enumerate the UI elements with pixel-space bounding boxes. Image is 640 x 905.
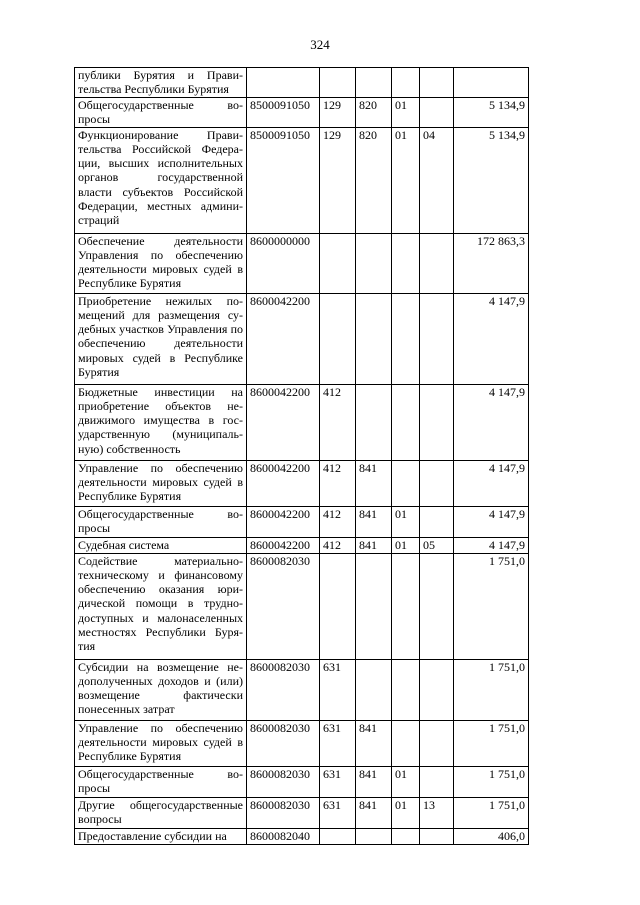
- row-rz: [392, 659, 420, 720]
- table-row: [75, 537, 529, 553]
- row-amount: 406,0: [454, 828, 529, 844]
- row-name: Общегосударственные во-просы: [75, 506, 247, 537]
- row-vr: [320, 553, 356, 659]
- row-vr: 412: [320, 460, 356, 506]
- row-amount: 4 147,9: [454, 384, 529, 460]
- row-amount: 4 147,9: [454, 460, 529, 506]
- row-rz: [392, 460, 420, 506]
- row-code: 8600042200: [247, 506, 320, 537]
- page-number: 324: [310, 37, 330, 52]
- row-vr: 631: [320, 766, 356, 797]
- row-gr: [356, 659, 392, 720]
- table-row: [75, 68, 529, 98]
- row-vr: 412: [320, 537, 356, 553]
- row-gr: 841: [356, 766, 392, 797]
- row-pr: [420, 293, 454, 384]
- row-amount: 1 751,0: [454, 720, 529, 766]
- row-code: 8600042200: [247, 384, 320, 460]
- row-rz: [392, 720, 420, 766]
- row-rz: 01: [392, 766, 420, 797]
- row-code: 8600082030: [247, 766, 320, 797]
- row-code: 8600082030: [247, 720, 320, 766]
- row-vr: [320, 233, 356, 293]
- row-vr: 631: [320, 720, 356, 766]
- row-pr: [420, 553, 454, 659]
- row-pr: [420, 68, 454, 98]
- table-row: [75, 293, 529, 384]
- row-vr: 412: [320, 506, 356, 537]
- row-rz: [392, 384, 420, 460]
- row-gr: 820: [356, 97, 392, 127]
- row-rz: [392, 233, 420, 293]
- row-rz: [392, 553, 420, 659]
- row-vr: 631: [320, 797, 356, 828]
- row-name: Субсидии на возмещение не-дополученных доходов и (или) возмещение фактически понесенных затрат: [75, 659, 247, 720]
- table-row: [75, 384, 529, 460]
- row-gr: [356, 553, 392, 659]
- row-name: публики Бурятия и Прави-тельства Республики Бурятия: [75, 68, 247, 98]
- row-name: Бюджетные инвестиции на приобретение объектов не-движимого имущества в гос-ударственную (муниципаль-ную) собственность: [75, 384, 247, 460]
- row-rz: 01: [392, 97, 420, 127]
- row-vr: [320, 68, 356, 98]
- row-rz: 01: [392, 537, 420, 553]
- row-amount: 4 147,9: [454, 293, 529, 384]
- table-row: [75, 720, 529, 766]
- row-gr: 841: [356, 797, 392, 828]
- row-name: Управление по обеспечению деятельности мировых судей в Республике Бурятия: [75, 720, 247, 766]
- row-gr: 841: [356, 537, 392, 553]
- row-name: Общегосударственные во-просы: [75, 97, 247, 127]
- row-rz: 01: [392, 506, 420, 537]
- row-pr: 05: [420, 537, 454, 553]
- row-gr: [356, 293, 392, 384]
- table-row: [75, 766, 529, 797]
- table-row: [75, 506, 529, 537]
- row-code: [247, 68, 320, 98]
- row-rz: [392, 293, 420, 384]
- row-name: Содействие материально-техническому и финансовому обеспечению оказания юри-дической помощи в трудно-доступных и малонаселенных местностях Республики Буря-тия: [75, 553, 247, 659]
- row-code: 8600082030: [247, 659, 320, 720]
- row-name: Приобретение нежилых по-мещений для размещения су-дебных участков Управления по обеспечению деятельности мировых судей в Республике Бурятия: [75, 293, 247, 384]
- row-vr: 631: [320, 659, 356, 720]
- row-vr: 129: [320, 127, 356, 233]
- row-name: Обеспечение деятельности Управления по обеспечению деятельности мировых судей в Республике Бурятия: [75, 233, 247, 293]
- row-gr: 820: [356, 127, 392, 233]
- row-vr: 129: [320, 97, 356, 127]
- row-code: 8600042200: [247, 460, 320, 506]
- row-amount: 1 751,0: [454, 766, 529, 797]
- row-amount: [454, 68, 529, 98]
- row-amount: 1 751,0: [454, 659, 529, 720]
- row-name: Предоставление субсидии на: [75, 828, 247, 844]
- row-gr: [356, 233, 392, 293]
- row-pr: [420, 659, 454, 720]
- row-pr: [420, 766, 454, 797]
- table-row: [75, 460, 529, 506]
- row-amount: 5 134,9: [454, 97, 529, 127]
- row-amount: 1 751,0: [454, 797, 529, 828]
- row-code: 8600082030: [247, 553, 320, 659]
- row-pr: [420, 233, 454, 293]
- row-pr: [420, 828, 454, 844]
- row-amount: 172 863,3: [454, 233, 529, 293]
- row-gr: [356, 68, 392, 98]
- row-gr: 841: [356, 460, 392, 506]
- row-gr: [356, 384, 392, 460]
- row-pr: [420, 97, 454, 127]
- row-code: 8600000000: [247, 233, 320, 293]
- row-rz: 01: [392, 127, 420, 233]
- row-gr: 841: [356, 720, 392, 766]
- row-pr: 13: [420, 797, 454, 828]
- row-rz: [392, 828, 420, 844]
- row-pr: [420, 384, 454, 460]
- row-name: Функционирование Прави-тельства Российской Федера-ции, высших исполнительных органов государственной власти субъектов Российской Федерации, местных админи-страций: [75, 127, 247, 233]
- row-gr: 841: [356, 506, 392, 537]
- row-vr: [320, 828, 356, 844]
- row-name: Другие общегосударственные вопросы: [75, 797, 247, 828]
- row-amount: 5 134,9: [454, 127, 529, 233]
- row-pr: [420, 506, 454, 537]
- table-row: [75, 797, 529, 828]
- row-pr: 04: [420, 127, 454, 233]
- budget-table: [74, 67, 529, 845]
- row-gr: [356, 828, 392, 844]
- table-row: [75, 828, 529, 844]
- row-code: 8600082030: [247, 797, 320, 828]
- row-vr: [320, 293, 356, 384]
- row-code: 8500091050: [247, 97, 320, 127]
- row-name: Общегосударственные во-просы: [75, 766, 247, 797]
- table-row: [75, 97, 529, 127]
- row-name: Управление по обеспечению деятельности мировых судей в Республике Бурятия: [75, 460, 247, 506]
- row-amount: 4 147,9: [454, 537, 529, 553]
- row-amount: 4 147,9: [454, 506, 529, 537]
- row-amount: 1 751,0: [454, 553, 529, 659]
- row-rz: [392, 68, 420, 98]
- table-row: [75, 233, 529, 293]
- row-code: 8500091050: [247, 127, 320, 233]
- row-pr: [420, 720, 454, 766]
- row-name: Судебная система: [75, 537, 247, 553]
- table-row: [75, 553, 529, 659]
- table-row: [75, 127, 529, 233]
- table-row: [75, 659, 529, 720]
- row-pr: [420, 460, 454, 506]
- row-code: 8600042200: [247, 293, 320, 384]
- row-code: 8600082040: [247, 828, 320, 844]
- row-code: 8600042200: [247, 537, 320, 553]
- row-vr: 412: [320, 384, 356, 460]
- row-rz: 01: [392, 797, 420, 828]
